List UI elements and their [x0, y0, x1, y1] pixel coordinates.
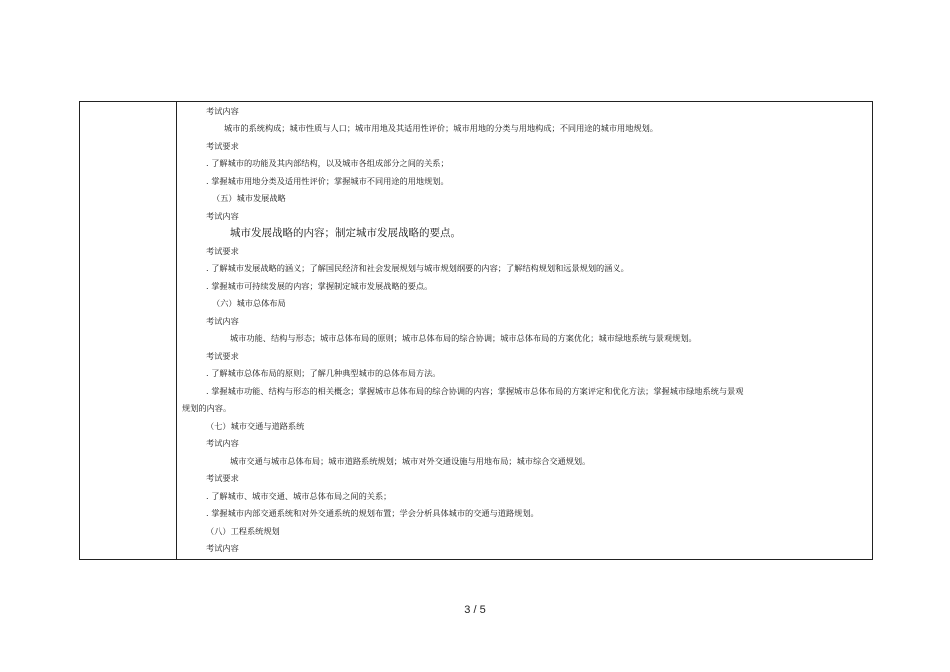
- syllabus-table: [79, 101, 873, 560]
- requirement-item: . 了解城市、城市交通、城市总体布局之间的关系；: [206, 491, 392, 501]
- requirement-item: . 掌握城市内部交通系统和对外交通系统的规划布置；学会分析具体城市的交通与道路规划。: [206, 508, 539, 518]
- column-divider: [176, 102, 177, 559]
- section-heading: （六）城市总体布局: [212, 298, 286, 308]
- requirement-item: . 了解城市总体布局的原则；了解几种典型城市的总体布局方法。: [206, 368, 441, 378]
- section-heading: （七）城市交通与道路系统: [206, 421, 305, 431]
- requirement-item: . 掌握城市用地分类及适用性评价；掌握城市不同用途的用地规划。: [206, 176, 449, 186]
- requirement-item: . 了解城市的功能及其内部结构，以及城市各组成部分之间的关系；: [206, 158, 449, 168]
- exam-content-heading: 考试内容: [206, 106, 239, 116]
- exam-requirement-heading: 考试要求: [206, 141, 239, 151]
- exam-content-heading: 考试内容: [206, 316, 239, 326]
- exam-content-text: 城市发展战略的内容；制定城市发展战略的要点。: [230, 227, 461, 239]
- requirement-item-continued: 规划的内容。: [182, 403, 232, 413]
- exam-content-text: 城市交通与城市总体布局；城市道路系统规划；城市对外交通设施与用地布局；城市综合交通规划。: [230, 456, 591, 466]
- requirement-item: . 了解城市发展战略的涵义；了解国民经济和社会发展规划与城市规划纲要的内容；了解结构规划和远景规划的涵义。: [206, 263, 629, 273]
- exam-requirement-heading: 考试要求: [206, 246, 239, 256]
- section-heading: （八）工程系统规划: [206, 526, 280, 536]
- page-number: 3 / 5: [464, 604, 486, 616]
- exam-content-heading: 考试内容: [206, 211, 239, 221]
- exam-requirement-heading: 考试要求: [206, 473, 239, 483]
- exam-requirement-heading: 考试要求: [206, 351, 239, 361]
- exam-content-heading: 考试内容: [206, 438, 239, 448]
- requirement-item: . 掌握城市可持续发展的内容；掌握制定城市发展战略的要点。: [206, 281, 433, 291]
- section-heading: （五）城市发展战略: [212, 193, 286, 203]
- exam-content-heading: 考试内容: [206, 543, 239, 553]
- exam-content-text: 城市的系统构成；城市性质与人口；城市用地及其适用性评价；城市用地的分类与用地构成；不同用途的城市用地规划。: [224, 123, 658, 133]
- requirement-item: . 掌握城市功能、结构与形态的相关概念；掌握城市总体布局的综合协调的内容；掌握城市总体布局的方案评定和优化方法；掌握城市绿地系统与景观: [206, 386, 744, 396]
- exam-content-text: 城市功能、结构与形态；城市总体布局的原则；城市总体布局的综合协调；城市总体布局的方案优化；城市绿地系统与景观规划。: [230, 333, 697, 343]
